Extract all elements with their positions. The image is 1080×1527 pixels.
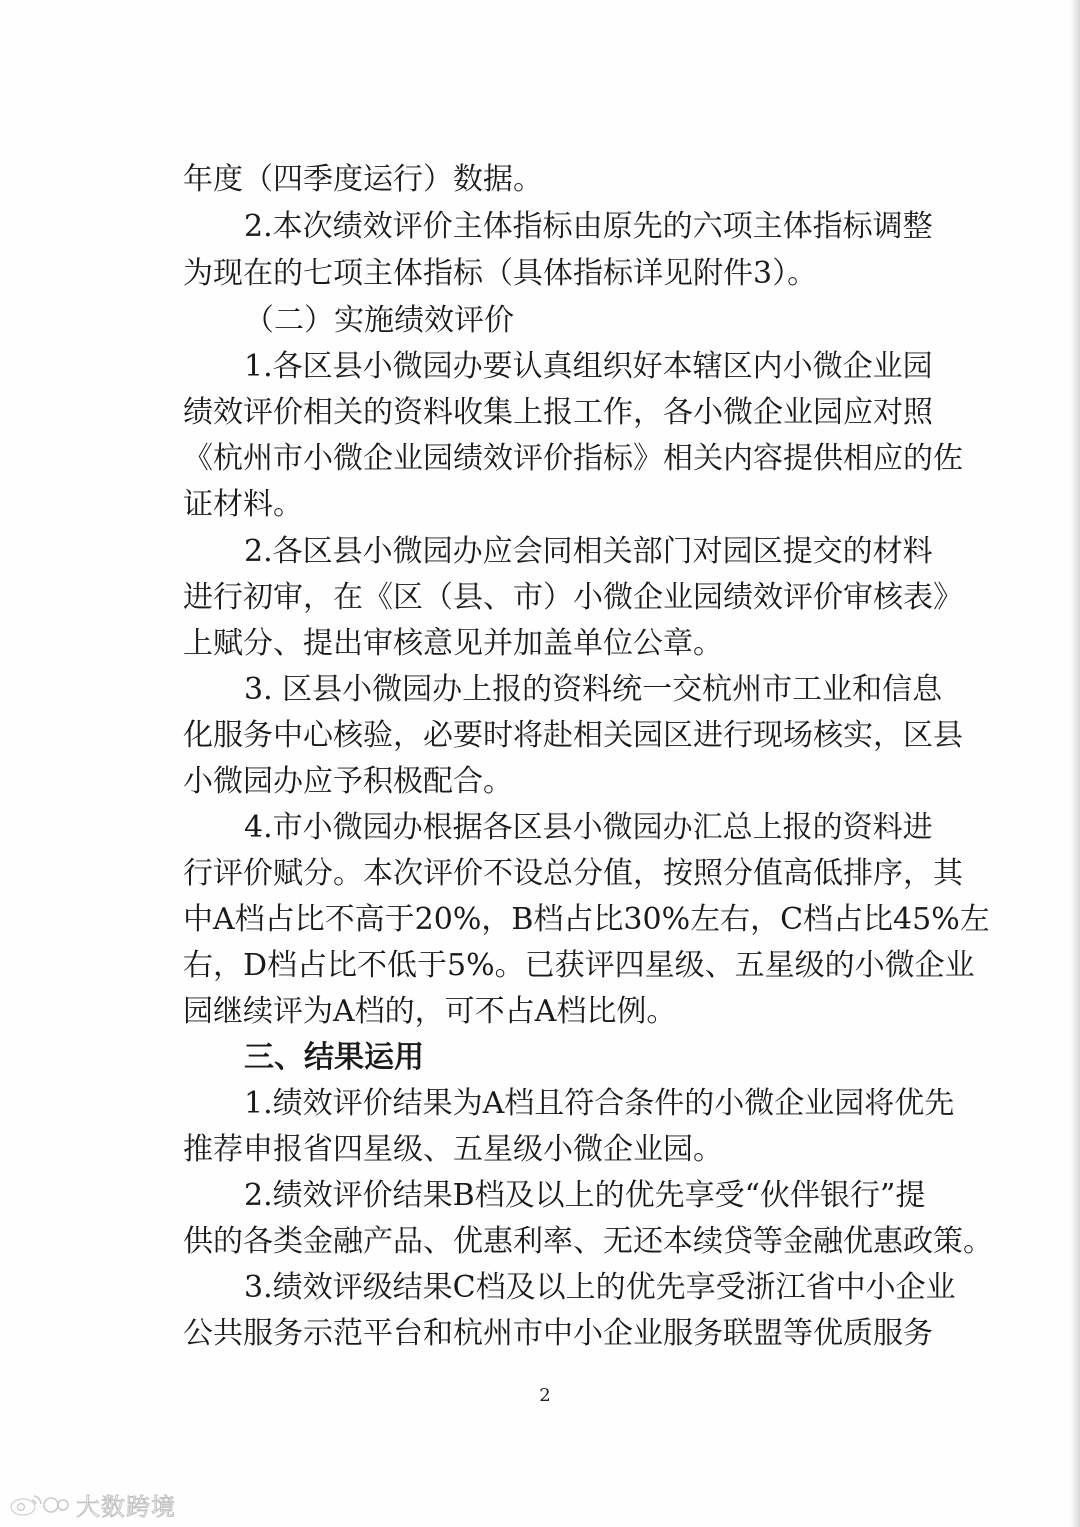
text-line: 绩效评价相关的资料收集上报工作，各小微企业园应对照 [183, 395, 933, 430]
text-line: 推荐申报省四星级、五星级小微企业园。 [183, 1132, 723, 1167]
text-line: 3. 区县小微园办上报的资料统一交杭州市工业和信息 [244, 672, 943, 707]
text-line: 证材料。 [183, 487, 303, 522]
text-line: 上赋分、提出审核意见并加盖单位公章。 [183, 626, 723, 661]
text-line: 4.市小微园办根据各区县小微园办汇总上报的资料进 [244, 810, 933, 845]
text-line: 1.各区县小微园办要认真组织好本辖区内小微企业园 [244, 349, 933, 384]
subsection-heading: （二）实施绩效评价 [244, 303, 514, 338]
text-line: 2.本次绩效评价主体指标由原先的六项主体指标调整 [244, 209, 933, 244]
text-line: 为现在的七项主体指标（具体指标详见附件3）。 [183, 256, 818, 291]
text-line: 小微园办应予积极配合。 [183, 764, 513, 799]
text-line: 公共服务示范平台和杭州市中小企业服务联盟等优质服务 [183, 1316, 933, 1351]
text-line: 《杭州市小微企业园绩效评价指标》相关内容提供相应的佐 [183, 441, 963, 476]
text-line: 行评价赋分。本次评价不设总分值，按照分值高低排序，其 [183, 856, 963, 891]
text-line: 园继续评为A档的，可不占A档比例。 [183, 994, 677, 1029]
watermark-text: 大数跨境 [76, 1492, 176, 1521]
weibo-logo-icon [8, 1490, 70, 1518]
text-line: 化服务中心核验，必要时将赴相关园区进行现场核实，区县 [183, 718, 963, 753]
text-line: 1.绩效评价结果为A档且符合条件的小微企业园将优先 [244, 1086, 955, 1121]
watermark [8, 1488, 176, 1520]
page-edge-shadow [1070, 0, 1080, 1527]
text-line: 2.绩效评价结果B档及以上的优先享受“伙伴银行”提 [244, 1178, 926, 1213]
text-line: 3.绩效评级结果C档及以上的优先享受浙江省中小企业 [244, 1270, 956, 1305]
text-line: 年度（四季度运行）数据。 [183, 162, 543, 197]
section-heading: 三、结果运用 [244, 1040, 424, 1075]
text-line: 进行初审，在《区（县、市）小微企业园绩效评价审核表》 [183, 580, 963, 615]
text-line: 2.各区县小微园办应会同相关部门对园区提交的材料 [244, 534, 933, 569]
text-line: 供的各类金融产品、优惠利率、无还本续贷等金融优惠政策。 [183, 1224, 993, 1259]
text-line: 中A档占比不高于20%，B档占比30%左右，C档占比45%左 [183, 902, 990, 937]
text-line: 右，D档占比不低于5%。已获评四星级、五星级的小微企业 [183, 948, 975, 983]
page-number: 2 [539, 1385, 551, 1406]
